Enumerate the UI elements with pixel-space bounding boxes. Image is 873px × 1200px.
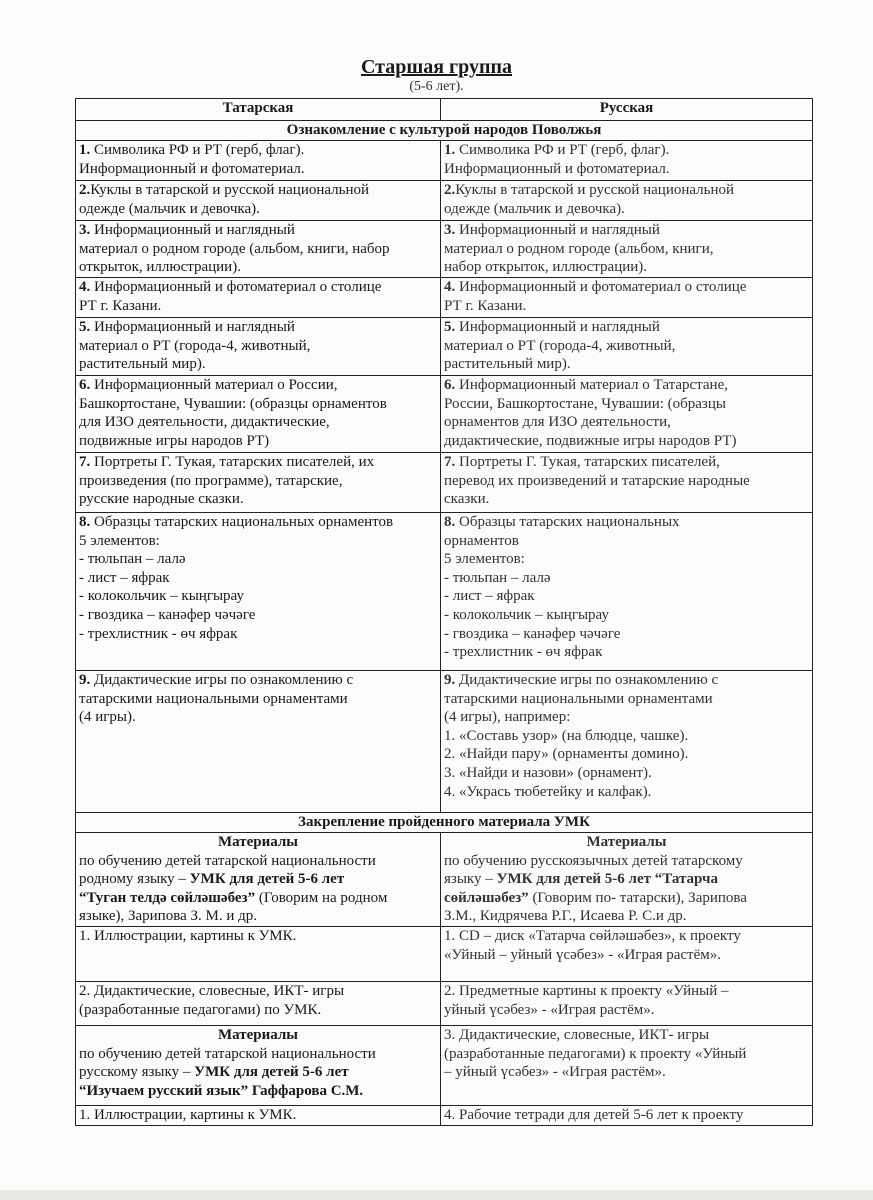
russian-cell <box>441 981 813 1025</box>
cell-text: Информационный и наглядный материал о РТ (города-4, животный, растительный мир). <box>79 319 311 373</box>
cell-text: (Говорим на родном языке), Зарипова З. М. и др. <box>79 889 388 925</box>
tatar-cell <box>76 833 441 927</box>
table-row <box>76 1025 813 1105</box>
tatar-cell <box>76 926 441 981</box>
cell-text: 3. <box>79 222 91 238</box>
tatar-cell <box>76 1105 441 1125</box>
cell-text: 2. <box>79 182 91 198</box>
cell-text: Куклы в татарской и русской национальной одежде (мальчик и девочка). <box>79 182 370 217</box>
table-row <box>76 981 813 1025</box>
cell-text: Символика РФ и РТ (герб, флаг). Информационный и фотоматериал. <box>444 142 670 177</box>
table-row <box>76 278 813 318</box>
cell-text: 2. Дидактические, словесные, ИКТ- игры (разработанные педагогами) по УМК. <box>79 982 345 1018</box>
tatar-cell <box>76 671 441 813</box>
cell-text: 6. <box>444 377 456 393</box>
cell-text: Портреты Г. Тукая, татарских писателей, их произведения (по программе), татарские, русские народные сказки. <box>79 454 375 508</box>
cell-text: 5. <box>79 319 91 335</box>
cell-text: Куклы в татарской и русской национальной одежде (мальчик и девочка). <box>444 182 735 217</box>
cell-text: 8. <box>79 514 91 530</box>
cell-text: 4. Рабочие тетради для детей 5-6 лет к проекту <box>444 1106 744 1123</box>
table-row <box>76 376 813 453</box>
russian-cell <box>441 671 813 813</box>
table-row <box>76 318 813 376</box>
russian-cell <box>441 1025 813 1105</box>
cell-text: по обучению детей татарской национальности русскому языку – <box>79 1045 376 1081</box>
cell-text: 2. Предметные картины к проекту «Уйный – уйный үсәбез» - «Играя растём». <box>444 982 729 1018</box>
header-row <box>76 99 813 121</box>
cell-text: Символика РФ и РТ (герб, флаг). Информационный и фотоматериал. <box>79 142 305 177</box>
cell-text: 1. <box>79 142 91 158</box>
scan-edge <box>0 1190 873 1200</box>
cell-text: 6. <box>79 377 91 393</box>
section-row <box>76 813 813 833</box>
cell-text: по обучению русскоязычных детей татарскому языку – <box>444 852 743 888</box>
cell-heading: Материалы <box>217 834 299 850</box>
cell-text: Информационный и наглядный материал о РТ (города-4, животный, растительный мир). <box>444 319 676 373</box>
cell-text: 9. <box>79 672 91 688</box>
russian-cell <box>441 833 813 927</box>
cell-text: Информационный и фотоматериал о столице РТ г. Казани. <box>79 279 382 314</box>
materials-table <box>75 98 813 1126</box>
cell-heading: Материалы <box>217 1026 299 1043</box>
russian-cell <box>441 181 813 221</box>
cell-text: Образцы татарских национальных орнаментов 5 элементов: - тюльпан – лалә - лист – яфрак - колокольчик – кыңгырау - гвоздика – канәфер чәчәге - трехлистник - өч яфрак <box>444 514 680 661</box>
tatar-cell <box>76 453 441 513</box>
russian-cell <box>441 221 813 278</box>
russian-cell <box>441 141 813 181</box>
cell-text: 4. <box>444 279 456 295</box>
tatar-cell <box>76 141 441 181</box>
cell-text: 1. <box>444 142 456 158</box>
cell-text: Дидактические игры по ознакомлению с татарскими национальными орнаментами (4 игры). <box>79 672 354 726</box>
tatar-cell <box>76 278 441 318</box>
table-row <box>76 181 813 221</box>
russian-cell <box>441 926 813 981</box>
table-row <box>76 513 813 671</box>
cell-heading: Материалы <box>586 834 667 850</box>
column-header-tatar: Татарская <box>76 99 441 121</box>
cell-text: по обучению детей татарской национальности родному языку – <box>79 852 376 888</box>
cell-text: 9. <box>444 672 456 688</box>
cell-text: Информационный материал о России, Башкортостане, Чувашии: (образцы орнаментов для ИЗО деятельности, дидактические, подвижные игры народов РТ) <box>79 377 387 449</box>
cell-text: 7. <box>79 454 91 470</box>
table-row <box>76 926 813 981</box>
cell-text: 7. <box>444 454 456 470</box>
cell-text: УМК для детей 5-6 лет “Татарча сөйләшәбез” <box>444 871 718 906</box>
cell-text: 3. <box>444 222 456 238</box>
cell-text: 8. <box>444 514 456 530</box>
cell-text: Информационный и фотоматериал о столице РТ г. Казани. <box>444 279 747 314</box>
russian-cell <box>441 453 813 513</box>
tatar-cell <box>76 1025 441 1105</box>
cell-text: УМК для детей 5-6 лет “Туган телдә сөйләшәбез” <box>79 871 345 906</box>
table-row <box>76 1105 813 1125</box>
section-row <box>76 121 813 141</box>
russian-cell <box>441 1105 813 1125</box>
table-row <box>76 453 813 513</box>
tatar-cell <box>76 181 441 221</box>
tatar-cell <box>76 376 441 453</box>
cell-text: Портреты Г. Тукая, татарских писателей, перевод их произведений и татарские народные сказки. <box>444 454 750 508</box>
cell-text: 1. Иллюстрации, картины к УМК. <box>79 927 297 944</box>
russian-cell <box>441 513 813 671</box>
cell-text: Информационный и наглядный материал о родном городе (альбом, книги, набор открыток, иллюстрации). <box>444 222 714 276</box>
page-subtitle: (5-6 лет). <box>409 79 464 94</box>
table-row <box>76 221 813 278</box>
cell-text: (Говорим по- татарски), Зарипова З.М., Кидрячева Р.Г., Исаева Р. С.и др. <box>444 889 747 925</box>
cell-text: 1. CD – диск «Татарча сөйләшәбез», к проекту «Уйный – уйный үсәбез» - «Играя растём». <box>444 927 741 963</box>
tatar-cell <box>76 981 441 1025</box>
cell-text: Информационный и наглядный материал о родном городе (альбом, книги, набор открыток, иллюстрации). <box>79 222 390 276</box>
russian-cell <box>441 318 813 376</box>
column-header-russian: Русская <box>441 99 813 121</box>
tatar-cell <box>76 513 441 671</box>
cell-text: Образцы татарских национальных орнаментов 5 элементов: - тюльпан – лалә - лист – яфрак - колокольчик – кыңгырау - гвоздика – канәфер чәчәге - трехлистник - өч яфрак <box>79 514 394 642</box>
russian-cell <box>441 278 813 318</box>
tatar-cell <box>76 221 441 278</box>
section-title: Закрепление пройденного материала УМК <box>76 813 813 833</box>
tatar-cell <box>76 318 441 376</box>
cell-text: 5. <box>444 319 456 335</box>
cell-text: 3. Дидактические, словесные, ИКТ- игры (разработанные педагогами) к проекту «Уйный – уйный үсәбез» - «Играя растём». <box>444 1026 747 1081</box>
russian-cell <box>441 376 813 453</box>
table-row <box>76 671 813 813</box>
cell-text: Дидактические игры по ознакомлению с татарскими национальными орнаментами (4 игры), например: 1. «Составь узор» (на блюдце, чашке). 2. «Найди пару» (орнаменты домино). 3. «Найди и назови» (орнамент). 4. «Укрась тюбетейку и калфак). <box>444 672 719 800</box>
cell-text: 4. <box>79 279 91 295</box>
page-title: Старшая группа <box>360 56 513 78</box>
table-row <box>76 141 813 181</box>
cell-text: УМК для детей 5-6 лет “Изучаем русский язык” Гаффарова С.М. <box>79 1064 364 1099</box>
cell-text: 1. Иллюстрации, картины к УМК. <box>79 1106 297 1123</box>
cell-text: Информационный материал о Татарстане, России, Башкортостане, Чувашии: (образцы орнаментов для ИЗО деятельности, дидактические, подвижные игры народов РТ) <box>444 377 737 449</box>
table-row <box>76 833 813 927</box>
section-title: Ознакомление с культурой народов Поволжья <box>76 121 813 141</box>
cell-text: 2. <box>444 182 456 198</box>
